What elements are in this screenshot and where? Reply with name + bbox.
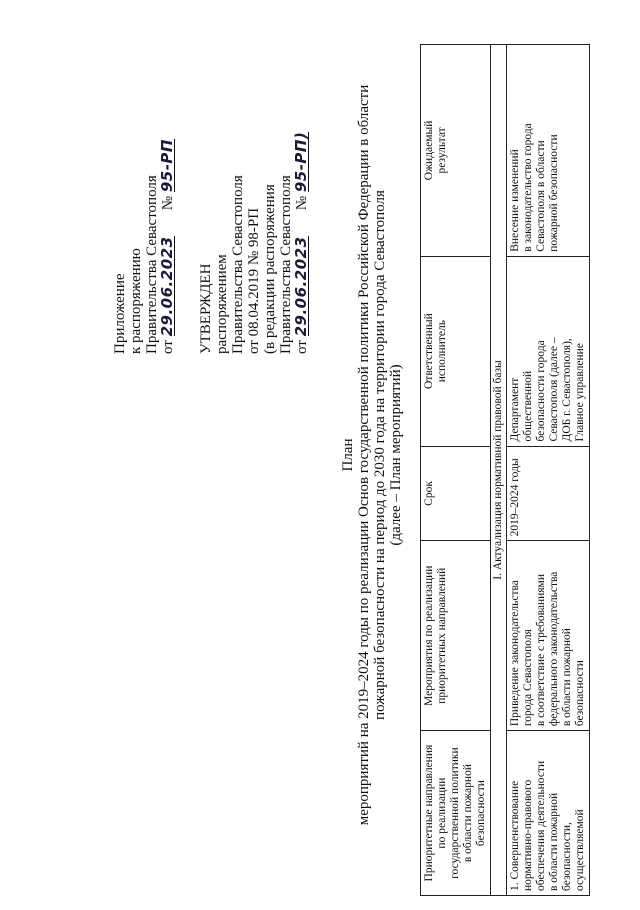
- handwritten-date: 29.06.2023: [292, 236, 310, 337]
- appendix-date-line: от 29.06.2023 № 95-РП: [158, 139, 176, 354]
- appendix-line: к распоряжению: [128, 248, 144, 354]
- document-title: [340, 0, 404, 910]
- cell-result: Внесение изменений в законодательство города Севастополя в области пожарной безопасности: [507, 45, 590, 257]
- table-row: [507, 45, 590, 896]
- handwritten-number: 95-РП): [292, 131, 310, 193]
- approved-line: Правительства Севастополя: [230, 175, 246, 354]
- cell-executor: Департамент общественной безопасности города Севастополя (далее – ДОБ г. Севастополя), Главное управление: [507, 256, 590, 446]
- header-term: Срок: [421, 446, 491, 541]
- header-measures: Мероприятия по реализации приоритетных направлений: [421, 541, 491, 731]
- approved-line: УТВЕРЖДЕН: [198, 263, 214, 354]
- approved-date-line: от 29.06.2023 № 95-РП): [292, 131, 310, 354]
- approved-line: Правительства Севастополя: [278, 175, 294, 354]
- approved-line: распоряжением: [214, 254, 230, 354]
- appendix-line: Приложение: [112, 273, 128, 354]
- title-heading: План: [340, 438, 356, 472]
- handwritten-number: 95-РП: [158, 139, 176, 193]
- approved-line: от 08.04.2019 № 98-РП: [246, 207, 262, 354]
- plan-table: [420, 44, 590, 896]
- section-title: I. Актуализация нормативной правовой базы: [491, 45, 507, 896]
- header-result: Ожидаемый результат: [421, 45, 491, 257]
- header-priority: Приоритетные направления по реализации государственной политики в области пожарной безопасности: [421, 731, 491, 896]
- title-line: мероприятий на 2019–2024 годы по реализации Основ государственной политики Российской Федерации в области: [356, 84, 372, 826]
- title-line: пожарной безопасности на период до 2030 года на территории города Севастополя: [372, 190, 388, 720]
- section-row: [491, 45, 507, 896]
- cell-measure: Приведение законодательства города Севастополя в соответствие с требованиями федерального законодательства в области пожарной безопасности: [507, 541, 590, 731]
- cell-term: 2019–2024 годы: [507, 446, 590, 541]
- approved-block: [198, 132, 310, 354]
- appendix-block: [112, 139, 176, 354]
- table-header-row: [421, 45, 491, 896]
- header-executor: Ответственный исполнитель: [421, 256, 491, 446]
- approved-line: (в редакции распоряжения: [262, 184, 278, 354]
- appendix-line: Правительства Севастополя: [144, 175, 160, 354]
- cell-priority: 1. Совершенствование нормативно-правового обеспечения деятельности в области пожарной безопасности, осуществляемой: [507, 731, 590, 896]
- handwritten-date: 29.06.2023: [158, 236, 176, 337]
- title-line: (далее – План мероприятий): [388, 364, 404, 546]
